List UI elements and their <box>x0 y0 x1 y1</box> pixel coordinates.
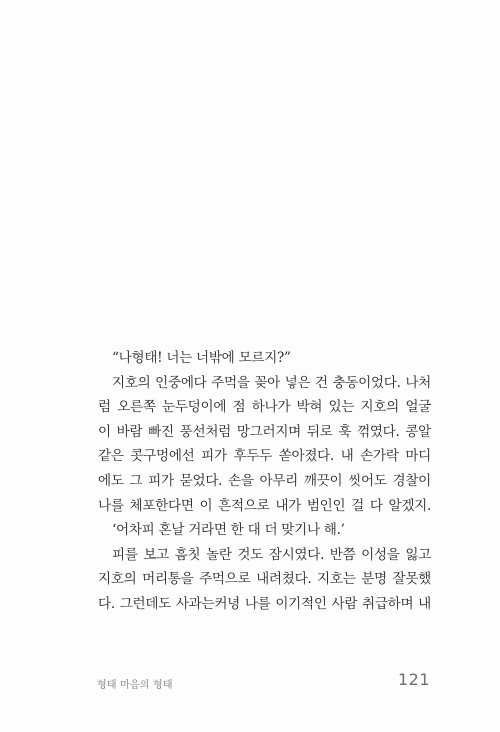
text-line: 럼 오른쪽 눈두덩이에 점 하나가 박혀 있는 지호의 얼굴 <box>98 399 431 416</box>
running-footer-title: 형태 마음의 형태 <box>97 680 173 691</box>
text-line: 다. 그런데도 사과는커녕 나를 이기적인 사람 취급하며 내 <box>98 595 431 612</box>
text-line: 지호의 머리통을 주먹으로 내려쳤다. 지호는 분명 잘못했 <box>98 571 431 588</box>
text-line: 에도 그 피가 묻었다. 손을 아무리 깨끗이 씻어도 경찰이 <box>98 472 431 489</box>
page-number: 121 <box>397 670 430 689</box>
thought-line: ‘어차피 혼날 거라면 한 대 더 맞기나 해.’ <box>112 522 345 539</box>
text-line: 지호의 인중에다 주먹을 꽂아 넣은 건 충동이었다. 나처 <box>112 374 431 391</box>
text-line: 이 바람 빠진 풍선처럼 망그러지며 뒤로 훅 꺾였다. 콩알 <box>98 423 431 440</box>
text-line: 나를 체포한다면 이 흔적으로 내가 범인인 걸 다 알겠지. <box>98 497 431 514</box>
text-line: 피를 보고 흠칫 놀란 것도 잠시였다. 반쯤 이성을 잃고 <box>112 546 431 563</box>
text-line: 같은 콧구멍에선 피가 후두두 쏟아졌다. 내 손가락 마디 <box>98 448 431 465</box>
body-text <box>98 346 431 617</box>
dialogue-line: “나형태! 너는 너밖에 모르지?” <box>112 350 291 366</box>
